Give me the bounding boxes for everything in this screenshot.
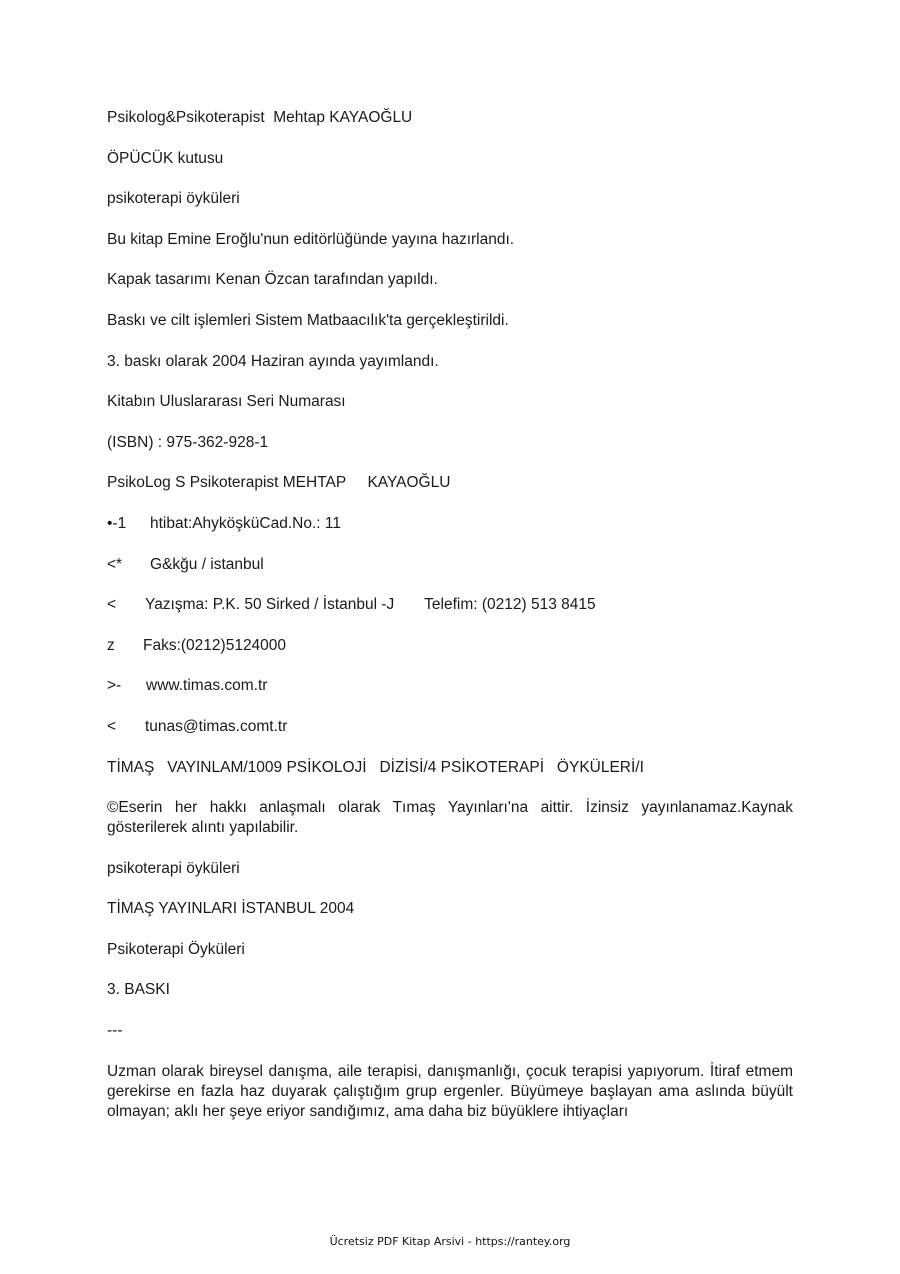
page-footer: Ücretsiz PDF Kitap Arsivi - https://rantey.org [329,1235,571,1248]
author-line: Psikolog&Psikoterapist Mehtap KAYAOĞLU [107,109,413,126]
edition-label: 3. BASKI [107,981,170,999]
isbn-value: (ISBN) : 975-362-928-1 [107,433,269,451]
fax-line [107,636,793,656]
print-line: Baskı ve cilt işlemleri Sistem Matbaacılık'ta gerçekleştirildi. [107,311,509,329]
line-marker: < [107,717,117,735]
city-line [107,555,793,575]
cover-design-line: Kapak tasarımı Kenan Özcan tarafından yapıldı. [107,271,438,289]
address-text: htibat:AhyköşküCad.No.: 11 [150,514,341,532]
email-line [107,717,793,737]
fax-text: Faks:(0212)5124000 [143,636,287,654]
author-line-2: PsikoLog S Psikoterapist MEHTAP KAYAOĞLU [107,474,451,492]
intro-paragraph: Uzman olarak bireysel danışma, aile terapisi, danışmanlığı, çocuk terapisi yapıyorum. İtiraf etmem gerekirse en fazla haz duyarak çalıştığım grup ergenler. Büyümeye başlayan ama aslında büyült olmayan; aklı her şeye eriyor sandığımız, ama daha biz büyüklere ihtiyaçları [107,1062,793,1120]
page-content [107,108,793,1142]
website-line [107,676,793,696]
email-text: tunas@timas.comt.tr [145,717,288,735]
correspondence-line [107,595,793,615]
line-marker: >- [107,677,122,695]
website-text: www.timas.com.tr [146,677,268,695]
subtitle-repeat: psikoterapi öyküleri [107,859,240,877]
separator-text: --- [107,1022,123,1040]
book-title: ÖPÜCÜK kutusu [107,149,224,167]
editor-line: Bu kitap Emine Eroğlu'nun editörlüğünde yayına hazırlandı. [107,230,515,248]
line-marker: < [107,596,117,614]
address-line [107,514,793,534]
book-title-2: Psikoterapi Öyküleri [107,940,245,958]
line-marker: •-1 [107,514,127,532]
correspondence-text: Yazışma: P.K. 50 Sirked / İstanbul -J Telefim: (0212) 513 8415 [145,596,596,614]
city-text: G&kğu / istanbul [150,555,264,573]
book-subtitle: psikoterapi öyküleri [107,190,240,208]
line-marker: <* [107,555,123,573]
isbn-label: Kitabın Uluslararası Seri Numarası [107,393,346,411]
copyright-notice: ©Eserin her hakkı anlaşmalı olarak Tımaş Yayınları'na aittir. İzinsiz yayınlanamaz.Kaynak gösterilerek alıntı yapılabilir. [107,799,793,837]
edition-line: 3. baskı olarak 2004 Haziran ayında yayımlandı. [107,352,439,370]
publisher-line: TİMAŞ YAYINLARI İSTANBUL 2004 [107,900,355,918]
series-line: TİMAŞ VAYINLAM/1009 PSİKOLOJİ DİZİSİ/4 PSİKOTERAPİ ÖYKÜLERİ/I [107,758,644,776]
line-marker: z [107,636,115,654]
